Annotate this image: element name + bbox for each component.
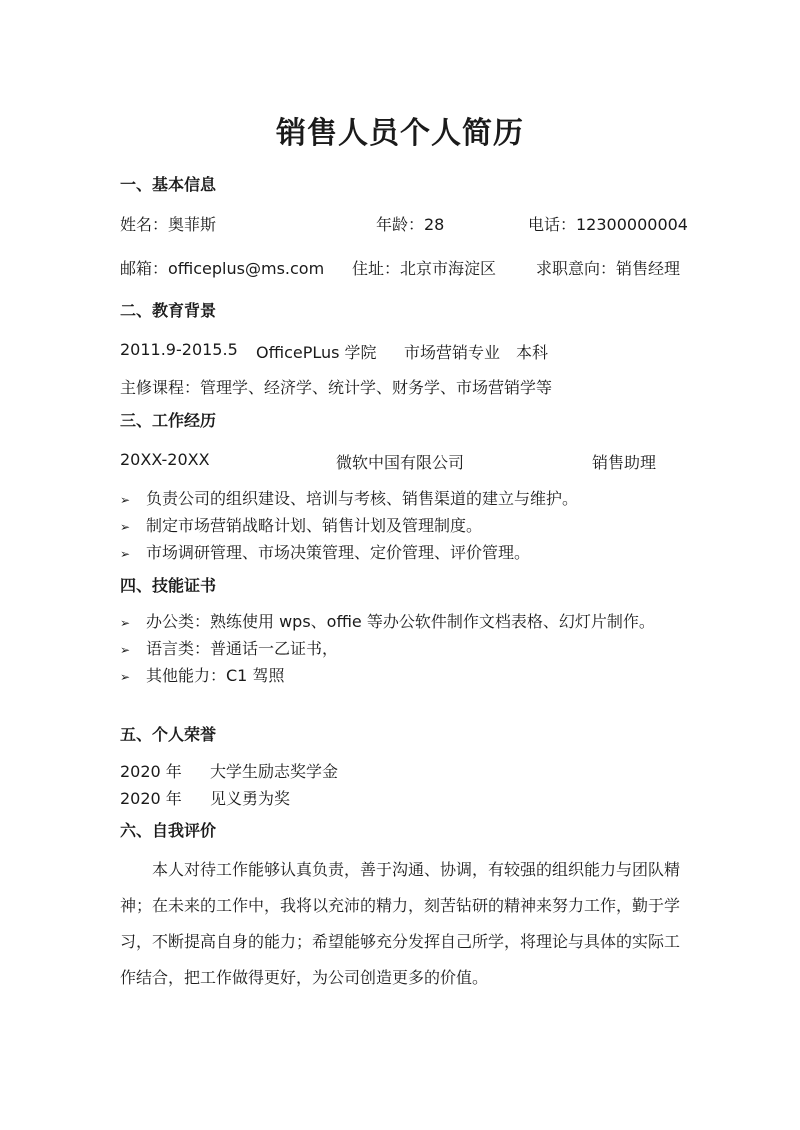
list-item [120,540,530,563]
section-heading-self: 六、自我评价 [120,821,217,840]
section-heading-honors: 五、个人荣誉 [120,725,217,744]
basic-email: 邮箱：officeplus@ms.com [120,259,325,278]
education-school: OfficePLus 学院 [256,343,377,362]
education-degree: 本科 [516,343,549,362]
section-heading-basic: 一、基本信息 [120,175,217,194]
work-company: 微软中国有限公司 [336,453,465,472]
skill-text: 其他能力：C1 驾照 [146,666,285,685]
list-item [120,636,338,659]
honor-year: 2020 年 [120,789,182,808]
basic-phone: 电话：12300000004 [528,215,688,234]
work-bullet-text: 制定市场营销战略计划、销售计划及管理制度。 [146,516,483,535]
honor-award: 见义勇为奖 [210,789,291,808]
list-item [120,609,655,632]
list-item [120,513,482,536]
honor-year: 2020 年 [120,762,182,781]
work-period: 20XX-20XX [120,450,210,469]
education-courses: 主修课程：管理学、经济学、统计学、财务学、市场营销学等 [120,378,553,397]
section-heading-skills: 四、技能证书 [120,576,217,595]
bullet-arrow-icon: ➢ [120,547,131,561]
basic-intent: 求职意向：销售经理 [536,259,681,278]
page-title: 销售人员个人简历 [276,116,524,151]
education-period: 2011.9-2015.5 [120,340,238,359]
skill-text: 办公类：熟练使用 wps、offie 等办公软件制作文档表格、幻灯片制作。 [146,612,655,631]
list-item [120,663,284,686]
section-heading-work: 三、工作经历 [120,411,217,430]
section-heading-education: 二、教育背景 [120,301,217,320]
basic-age: 年龄：28 [376,215,445,234]
work-position: 销售助理 [592,453,657,472]
honor-award: 大学生励志奖学金 [210,762,339,781]
bullet-arrow-icon: ➢ [120,643,131,657]
work-bullet-text: 市场调研管理、市场决策管理、定价管理、评价管理。 [146,543,531,562]
basic-address: 住址：北京市海淀区 [352,259,497,278]
bullet-arrow-icon: ➢ [120,493,131,507]
bullet-arrow-icon: ➢ [120,520,131,534]
education-major: 市场营销专业 [404,343,501,362]
list-item [120,486,578,509]
self-evaluation-paragraph: 本人对待工作能够认真负责，善于沟通、协调，有较强的组织能力与团队精神；在未来的工作中，我将以充沛的精力，刻苦钻研的精神来努力工作，勤于学习，不断提高自身的能力；希望能够充分发挥自己所学，将理论与具体的实际工作结合，把工作做得更好，为公司创造更多的价值。 [120,860,681,987]
bullet-arrow-icon: ➢ [120,670,131,684]
work-bullet-text: 负责公司的组织建设、培训与考核、销售渠道的建立与维护。 [146,489,579,508]
skill-text: 语言类：普通话一乙证书， [146,639,339,658]
bullet-arrow-icon: ➢ [120,616,131,630]
basic-name: 姓名：奥菲斯 [120,215,217,234]
